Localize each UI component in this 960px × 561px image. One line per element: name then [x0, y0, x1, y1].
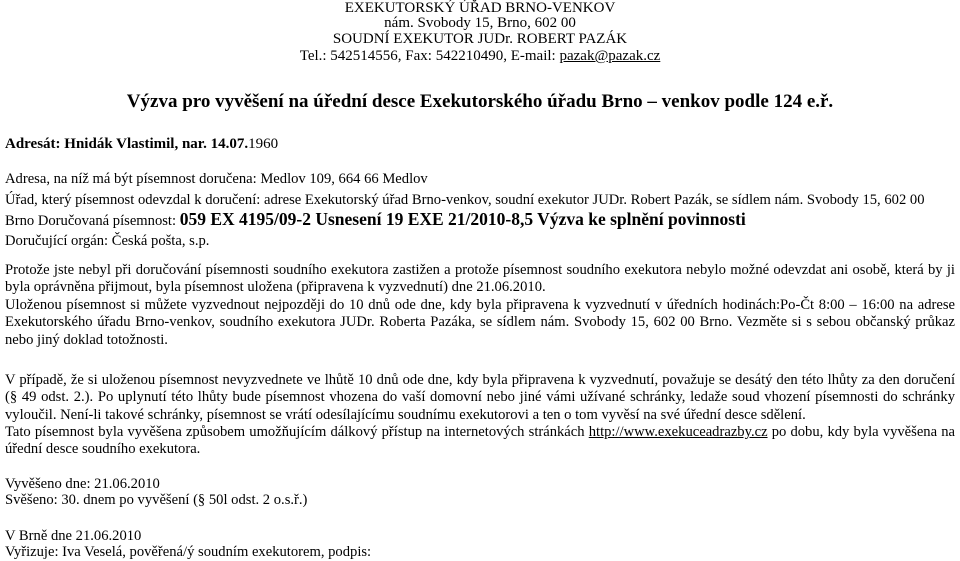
posted-date: Vyvěšeno dne: 21.06.2010: [5, 476, 160, 492]
paragraph-not-found: Protože jste nebyl při doručování písemnosti soudního exekutora zastižen a protože písemnost soudního exekutora nebylo možné odevzdat ani osobě, která by ji byla oprávněna přijmout, byla písemnost uložena (připravena k vyzvednutí) dne 21.06.2010.: [5, 262, 955, 296]
contact-phone-fax: Tel.: 542514556, Fax: 542210490, E-mail:: [299, 48, 560, 64]
addressee-line: [5, 135, 278, 153]
paragraph-online: [5, 424, 955, 459]
office-address: nám. Svobody 15, Brno, 602 00: [384, 15, 576, 31]
paragraph-deadline: V případě, že si uloženou písemnost nevyzvednete ve lhůtě 10 dnů ode dne, kdy byla připravena k vyzvednutí, považuje se desátý den této lhůty za den doručení (§ 49 odst. 2.). Po uplynutí této lhůty bude písemnost vhozena do vaší domovní nebo jiné vámi užívané schránky, ledaže soud vhození písemnosti do schránky vyloučil. Není-li takové schránky, písemnost se vrátí odesílajícímu soudnímu exekutorovi a ten o tom vyvěsí na své úřední desce sdělení.: [5, 372, 955, 423]
online-text-prefix: Tato písemnost byla vyvěšena způsobem umožňujícím dálkový přístup na internetových stránkách: [5, 424, 589, 440]
website-link[interactable]: http://www.exekuceadrazby.cz: [588, 424, 768, 440]
online-text-suffix: po dobu, kdy byla vyvěšena na úřední desce soudního exekutora.: [5, 424, 955, 458]
addressee-label: Adresát:: [5, 136, 61, 152]
executor-name: SOUDNÍ EXEKUTOR JUDr. ROBERT PAZÁK: [332, 31, 628, 47]
delivery-address: Adresa, na níž má být písemnost doručena: Medlov 109, 664 66 Medlov: [5, 171, 428, 187]
page-title: Výzva pro vyvěšení na úřední desce Exekutorského úřadu Brno – venkov podle 124 e.ř.: [126, 91, 834, 112]
email-link[interactable]: pazak@pazak.cz: [559, 48, 661, 64]
document-line: [5, 210, 746, 230]
addressee-birth-year: 1960: [248, 136, 279, 152]
handled-by: Vyřizuje: Iva Veselá, pověřená/ý soudním exekutorem, podpis:: [5, 544, 372, 560]
document-title: 059 EX 4195/09-2 Usnesení 19 EXE 21/2010-8,5 Výzva ke splnění povinnosti: [179, 209, 746, 229]
contact-line: [0, 48, 960, 64]
delivering-organ: Doručující orgán: Česká pošta, s.p.: [5, 233, 210, 249]
addressee-name: Hnidák Vlastimil, nar. 14.07.: [64, 136, 249, 152]
office-name: EXEKUTORSKÝ ÚŘAD BRNO-VENKOV: [344, 0, 616, 16]
place-date: V Brně dne 21.06.2010: [5, 528, 142, 544]
paragraph-pickup: Uloženou písemnost si můžete vyzvednout nejpozději do 10 dnů ode dne, kdy byla připravena k vyzvednutí v úředních hodinách:Po-Čt 8:00 – 16:00 na adrese Exekutorského úřadu Brno-venkov, soudního exekutora JUDr. Roberta Pazáka, se sídlem nám. Svobody 15, 602 00 Brno. Vezměte si s sebou občanský průkaz nebo jiný doklad totožnosti.: [5, 297, 955, 348]
removed-date: Svěšeno: 30. dnem po vyvěšení (§ 50l odst. 2 o.s.ř.): [5, 492, 308, 508]
document-label: Brno Doručovaná písemnost:: [5, 213, 177, 229]
sending-office: Úřad, který písemnost odevzdal k doručení: adrese Exekutorský úřad Brno-venkov, soudní exekutor JUDr. Robert Pazák, se sídlem nám. Svobody 15, 602 00: [5, 192, 925, 208]
